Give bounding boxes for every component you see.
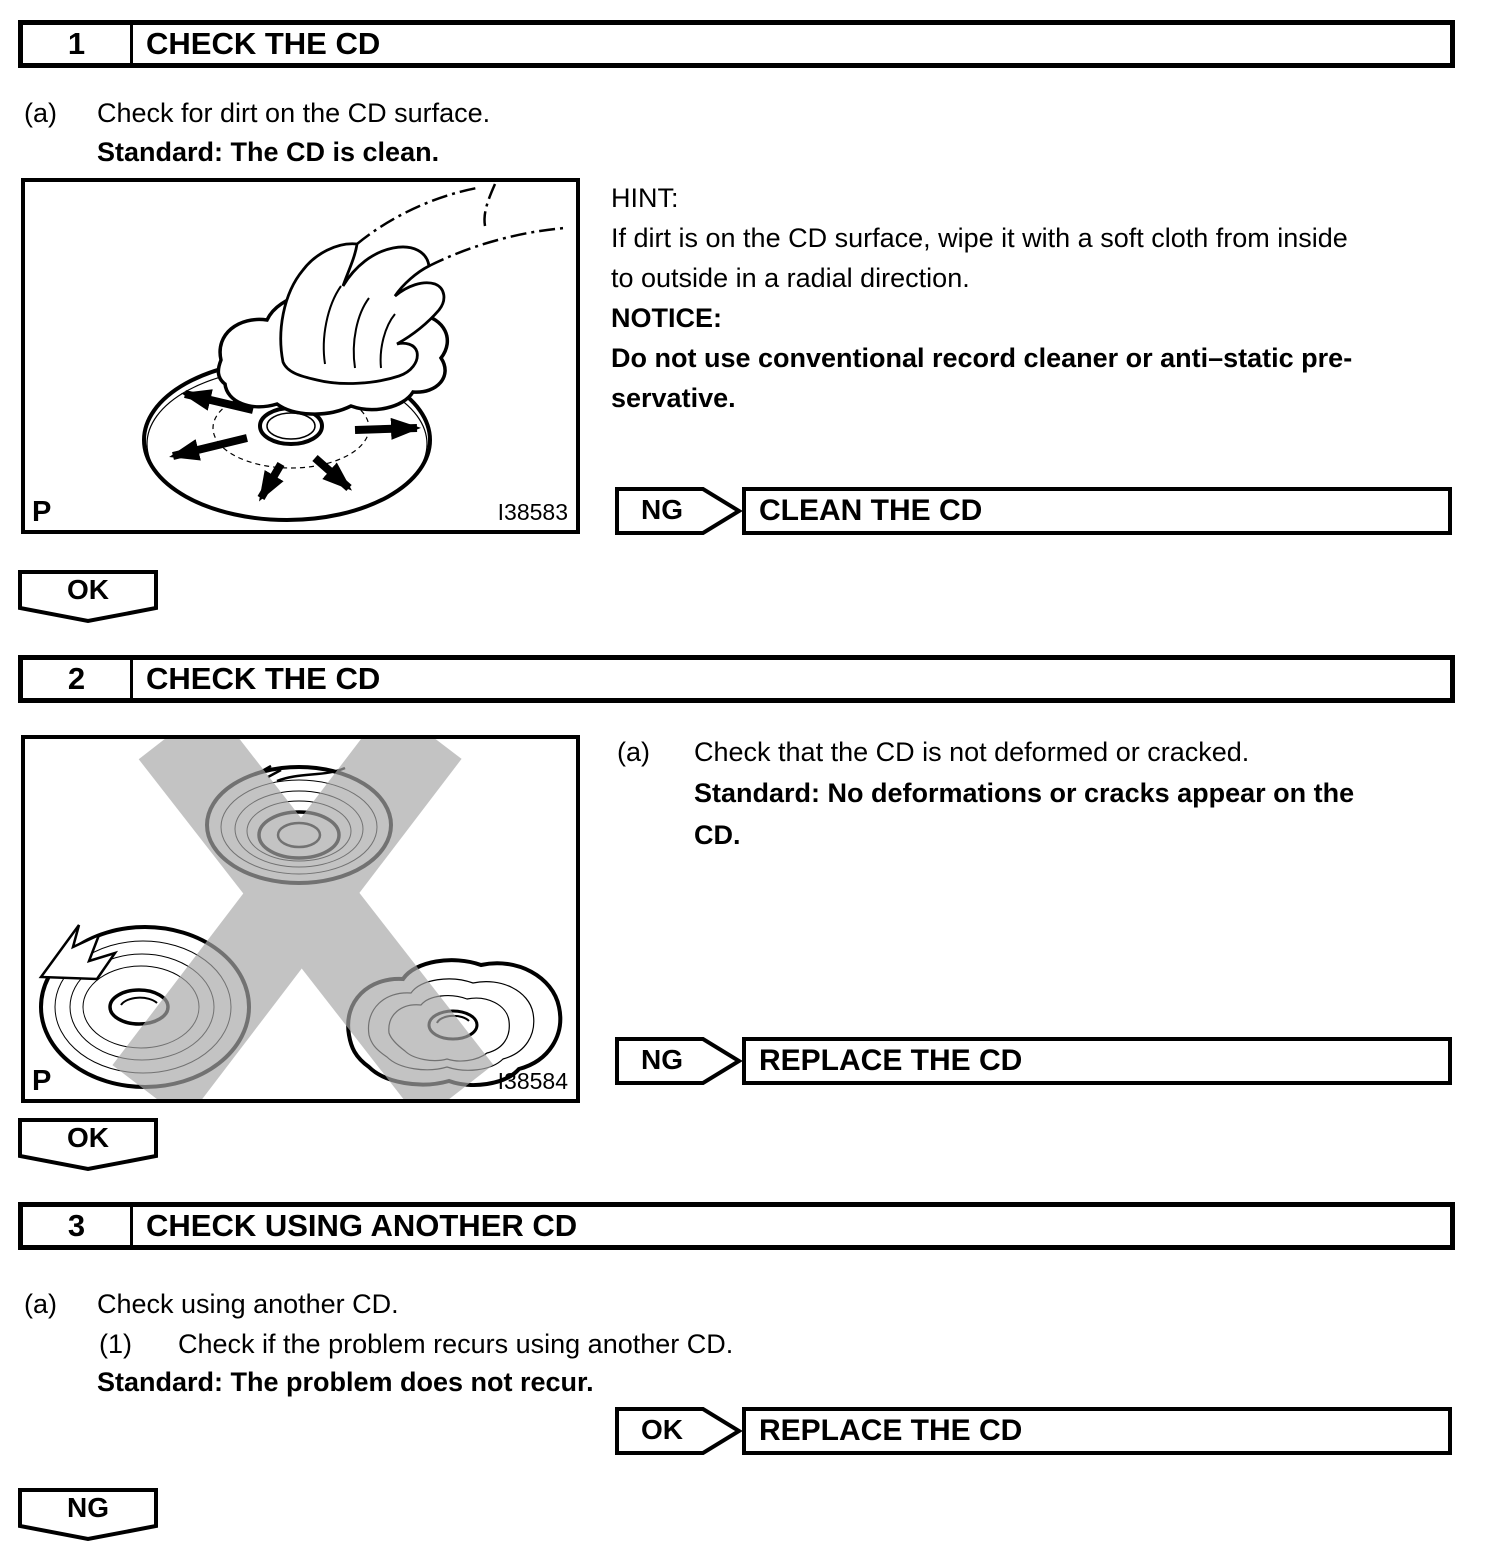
- step-2-action-box: REPLACE THE CD: [742, 1037, 1452, 1085]
- step-1-ok-connector: [18, 570, 158, 624]
- step-1-item-text: Check for dirt on the CD surface.: [97, 98, 491, 128]
- step-1-item-label: (a): [24, 98, 57, 128]
- damaged-cds-illustration: [25, 739, 576, 1099]
- ok-label: OK: [67, 1122, 109, 1153]
- hint-label: HINT:: [611, 183, 679, 213]
- step-1-action-box: CLEAN THE CD: [742, 487, 1452, 535]
- step-3-ng-connector: [18, 1488, 158, 1542]
- cd-wipe-illustration: [25, 182, 576, 530]
- figure-id-label: I38584: [497, 1068, 568, 1094]
- step-3-item-text: Check using another CD.: [97, 1289, 399, 1319]
- step-1-number: 1: [23, 25, 133, 63]
- ok-label: OK: [67, 574, 109, 605]
- step-3-subitem-label: (1): [99, 1329, 132, 1359]
- step-2-standard-line-1: Standard: No deformations or cracks appear on the: [694, 778, 1355, 808]
- step-3-item-label: (a): [24, 1289, 57, 1319]
- step-1-ng-pointer: [615, 487, 743, 535]
- ng-label: NG: [67, 1492, 109, 1523]
- step-3-subitem-text: Check if the problem recurs using another CD.: [178, 1329, 734, 1359]
- step-2-header: [18, 655, 1455, 703]
- step-1-header: [18, 20, 1455, 68]
- figure-corner-label: P: [32, 496, 52, 528]
- notice-line-1: Do not use conventional record cleaner or anti–static pre-: [611, 343, 1353, 373]
- hint-line-1: If dirt is on the CD surface, wipe it with a soft cloth from inside: [611, 223, 1348, 253]
- ng-label: NG: [641, 1044, 683, 1075]
- notice-label: NOTICE:: [611, 303, 722, 333]
- step-2-item-label: (a): [617, 737, 650, 767]
- ok-label: OK: [641, 1414, 683, 1445]
- step-2-item-text: Check that the CD is not deformed or cracked.: [694, 737, 1250, 767]
- notice-line-2: servative.: [611, 383, 736, 413]
- step-1-title: CHECK THE CD: [146, 26, 381, 61]
- step-3-header: [18, 1202, 1455, 1250]
- step-3-title: CHECK USING ANOTHER CD: [146, 1208, 578, 1243]
- step-1-standard: Standard: The CD is clean.: [97, 137, 440, 167]
- step-2-standard-line-2: CD.: [694, 820, 741, 850]
- step-3-number: 3: [23, 1207, 133, 1245]
- step-3-standard: Standard: The problem does not recur.: [97, 1367, 594, 1397]
- step-2-ng-pointer: [615, 1037, 743, 1085]
- figure-corner-label: P: [32, 1065, 52, 1097]
- step-2-title: CHECK THE CD: [146, 661, 381, 696]
- step-2-number: 2: [23, 660, 133, 698]
- step-2-ok-connector: [18, 1118, 158, 1172]
- hint-line-2: to outside in a radial direction.: [611, 263, 970, 293]
- ng-label: NG: [641, 494, 683, 525]
- step-3-ok-pointer: [615, 1407, 743, 1455]
- figure-cd-cleaning: [21, 178, 580, 534]
- step-3-action-box: REPLACE THE CD: [742, 1407, 1452, 1455]
- figure-damaged-cds: [21, 735, 580, 1103]
- figure-id-label: I38583: [497, 499, 568, 525]
